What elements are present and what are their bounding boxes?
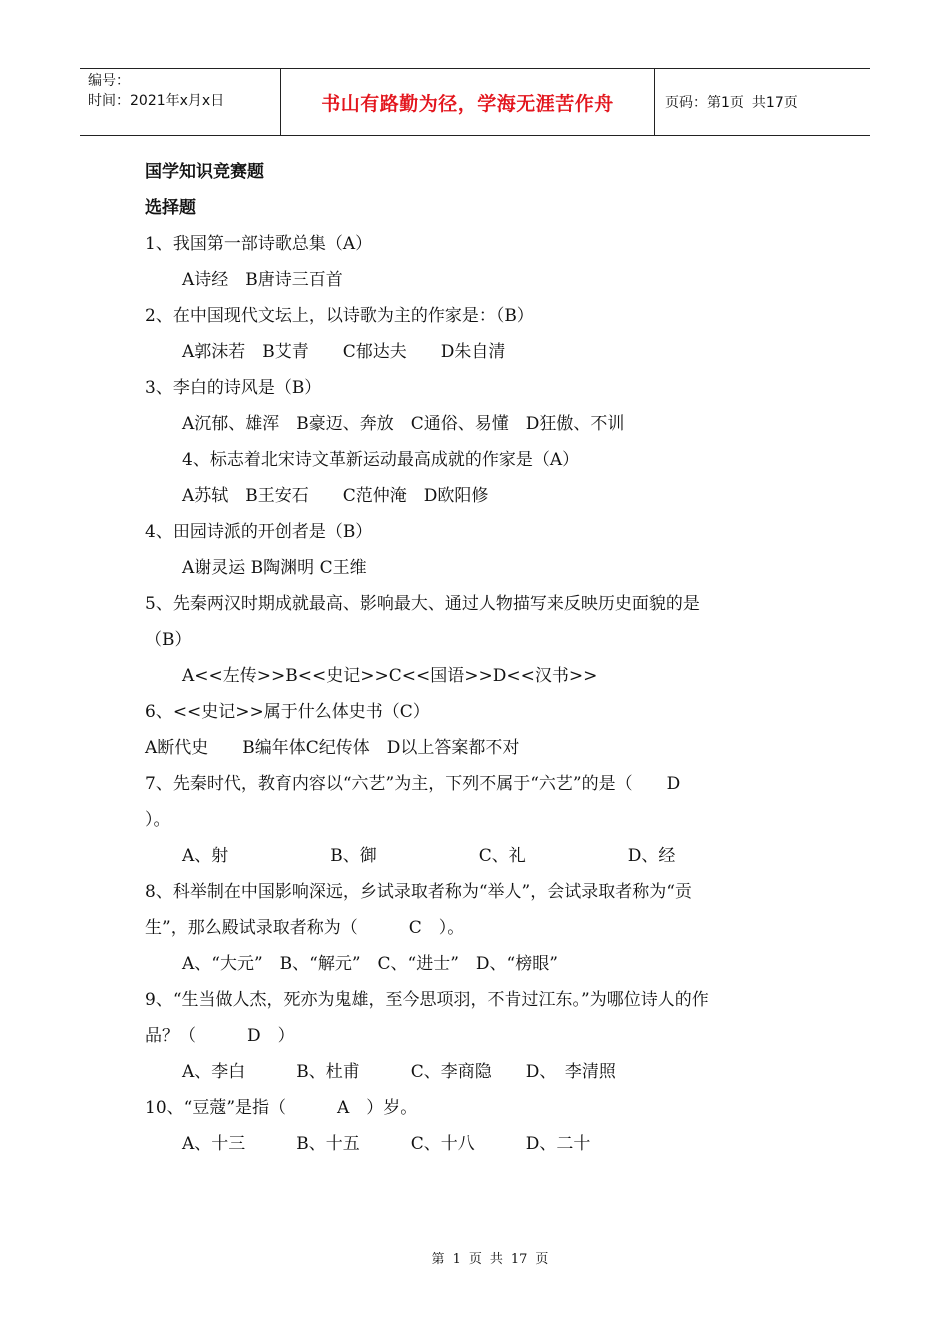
document-title: 国学知识竞赛题 <box>145 162 264 182</box>
header-total-pages: 共17页 <box>751 95 798 111</box>
section-heading: 选择题 <box>145 198 196 218</box>
page-footer <box>0 1248 950 1267</box>
answer-options-line: A诗经 B唐诗三百首 <box>182 270 343 290</box>
header-motto: 书山有路勤为径，学海无涯苦作舟 <box>281 69 655 135</box>
footer-total-prefix: 共 <box>489 1252 503 1267</box>
question-line: 8、科举制在中国影响深远，乡试录取者称为“举人”，会试录取者称为“贡 <box>145 882 692 902</box>
answer-options-line: A、十三 B、十五 C、十八 D、二十 <box>182 1134 591 1154</box>
serial-number-label: 编号： <box>88 73 130 89</box>
answer-options-line: A、“大元” B、“解元” C、“进士” D、“榜眼” <box>182 954 558 974</box>
question-line: 4、田园诗派的开创者是（B） <box>145 522 373 542</box>
footer-total-pages: 17 <box>510 1252 528 1267</box>
header-page-info <box>655 69 870 135</box>
answer-options-line: A、李白 B、杜甫 C、李商隐 D、 李清照 <box>182 1062 616 1082</box>
question-line: 1、我国第一部诗歌总集（A） <box>145 234 373 254</box>
answer-options-line: A谢灵运 B陶渊明 C王维 <box>182 558 367 578</box>
footer-page-number: 1 <box>452 1252 461 1267</box>
footer-total-unit: 页 <box>535 1252 549 1267</box>
answer-options-line: A郭沫若 B艾青 C郁达夫 D朱自清 <box>182 342 506 362</box>
question-line: 10、“豆蔻”是指（ A ）岁。 <box>145 1098 418 1118</box>
answer-options-line: A沉郁、雄浑 B豪迈、奔放 C通俗、易懂 D狂傲、不训 <box>182 414 625 434</box>
question-line-continued: ）。 <box>145 810 171 830</box>
answer-options-line: A<<左传>>B<<史记>>C<<国语>>D<<汉书>> <box>182 666 598 686</box>
answer-options-line: A、射 B、御 C、礼 D、经 <box>182 846 676 866</box>
question-line: 3、李白的诗风是（B） <box>145 378 322 398</box>
question-line-continued: 品？（ D ） <box>145 1026 295 1046</box>
question-line: 2、在中国现代文坛上，以诗歌为主的作家是：（B） <box>145 306 534 326</box>
question-line: 9、“生当做人杰，死亦为鬼雄，至今思项羽，不肯过江东。”为哪位诗人的作 <box>145 990 709 1010</box>
question-line: 4、标志着北宋诗文革新运动最高成就的作家是（A） <box>182 450 580 470</box>
question-line: 6、<<史记>>属于什么体史书（C） <box>145 702 430 722</box>
question-line-continued: （B） <box>145 630 192 650</box>
header-meta <box>80 69 281 135</box>
question-line-continued: 生”，那么殿试录取者称为（ C ）。 <box>145 918 465 938</box>
time-label: 时间：2021年x月x日 <box>88 93 225 109</box>
question-line: 5、先秦两汉时期成就最高、影响最大、通过人物描写来反映历史面貌的是 <box>145 594 700 614</box>
footer-page-unit: 页 <box>468 1252 482 1267</box>
footer-page-prefix: 第 <box>431 1252 445 1267</box>
header-page-number: 页码：第1页 <box>665 95 744 111</box>
answer-options-line: A苏轼 B王安石 C范仲淹 D欧阳修 <box>182 486 489 506</box>
answer-options-line: A断代史 B编年体C纪传体 D以上答案都不对 <box>145 738 520 758</box>
page-header <box>80 68 870 136</box>
question-line: 7、先秦时代，教育内容以“六艺”为主，下列不属于“六艺”的是（ D <box>145 774 681 794</box>
